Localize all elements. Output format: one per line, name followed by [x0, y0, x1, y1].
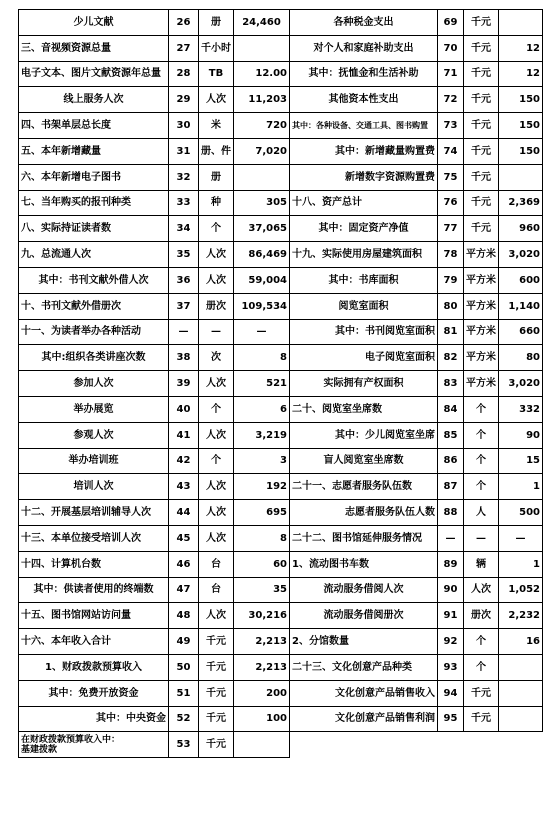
- item-value-right: [499, 10, 543, 36]
- item-unit: 种: [199, 190, 234, 216]
- item-unit: 人次: [199, 422, 234, 448]
- item-unit: 人次: [199, 242, 234, 268]
- item-value-right: 1,052: [499, 577, 543, 603]
- item-code-right: 83: [438, 371, 464, 397]
- table-row: [19, 371, 543, 397]
- item-unit-right: 平方米: [464, 267, 499, 293]
- item-code-right: 69: [438, 10, 464, 36]
- item-code: 33: [169, 190, 199, 216]
- item-label-right: 流动服务借阅册次: [290, 603, 438, 629]
- item-code: 37: [169, 293, 199, 319]
- item-value: 200: [234, 680, 290, 706]
- table-row: [19, 551, 543, 577]
- item-label: 六、本年新增电子图书: [19, 164, 169, 190]
- item-value: 60: [234, 551, 290, 577]
- item-code: 52: [169, 706, 199, 732]
- item-code-right: 71: [438, 61, 464, 87]
- item-label: 培训人次: [19, 474, 169, 500]
- item-code-right: 80: [438, 293, 464, 319]
- item-label: 十一、为读者举办各种活动: [19, 319, 169, 345]
- item-unit: 人次: [199, 474, 234, 500]
- item-unit: 人次: [199, 603, 234, 629]
- item-unit-right: 千元: [464, 164, 499, 190]
- table-row: [19, 500, 543, 526]
- item-code: 26: [169, 10, 199, 36]
- item-code: 53: [169, 732, 199, 758]
- item-label-right: 二十三、文化创意产品种类: [290, 654, 438, 680]
- item-value-right: [499, 164, 543, 190]
- item-code: 46: [169, 551, 199, 577]
- table-row: [19, 732, 543, 758]
- item-unit: 千元: [199, 732, 234, 758]
- item-code: 40: [169, 396, 199, 422]
- item-label: 少儿文献: [19, 10, 169, 36]
- item-unit-right: 千元: [464, 87, 499, 113]
- item-unit-right: 个: [464, 629, 499, 655]
- item-code-right: 85: [438, 422, 464, 448]
- item-label: 参加人次: [19, 371, 169, 397]
- item-label: 九、总流通人次: [19, 242, 169, 268]
- item-unit-right: 个: [464, 448, 499, 474]
- table-row: [19, 577, 543, 603]
- item-unit-right: —: [464, 525, 499, 551]
- item-unit-right: 个: [464, 474, 499, 500]
- item-value-right: 500: [499, 500, 543, 526]
- item-value-right: [499, 680, 543, 706]
- item-code-right: 81: [438, 319, 464, 345]
- item-label: 十、书刊文献外借册次: [19, 293, 169, 319]
- item-unit: TB: [199, 61, 234, 87]
- item-value-right: [499, 654, 543, 680]
- item-value-right: —: [499, 525, 543, 551]
- item-value: [234, 164, 290, 190]
- item-label: 三、音视频资源总量: [19, 35, 169, 61]
- item-value-right: 80: [499, 345, 543, 371]
- item-value: [234, 732, 290, 758]
- item-unit-right: 个: [464, 396, 499, 422]
- item-label-right: 二十二、图书馆延伸服务情况: [290, 525, 438, 551]
- item-code-right: 89: [438, 551, 464, 577]
- item-value-right: 960: [499, 216, 543, 242]
- item-code: 45: [169, 525, 199, 551]
- item-code-right: 70: [438, 35, 464, 61]
- item-label-right: 文化创意产品销售利润: [290, 706, 438, 732]
- item-value: 720: [234, 113, 290, 139]
- item-value: 695: [234, 500, 290, 526]
- item-label-right: 十八、资产总计: [290, 190, 438, 216]
- item-label-right: 2、分馆数量: [290, 629, 438, 655]
- item-value-right: 2,232: [499, 603, 543, 629]
- item-unit: 台: [199, 577, 234, 603]
- item-code-right: 75: [438, 164, 464, 190]
- item-label-right: 其中：各种设备、交通工具、图书购置: [290, 113, 438, 139]
- item-code-right: 74: [438, 138, 464, 164]
- item-code: 42: [169, 448, 199, 474]
- table-row: [19, 10, 543, 36]
- item-unit-right: 千元: [464, 138, 499, 164]
- item-code-right: 86: [438, 448, 464, 474]
- table-row: [19, 242, 543, 268]
- item-value: 35: [234, 577, 290, 603]
- item-value-right: 16: [499, 629, 543, 655]
- item-unit: 册、件: [199, 138, 234, 164]
- item-label: 1、财政拨款预算收入: [19, 654, 169, 680]
- item-label: 线上服务人次: [19, 87, 169, 113]
- table-row: [19, 629, 543, 655]
- item-value-right: 12: [499, 35, 543, 61]
- item-unit: 次: [199, 345, 234, 371]
- item-value-right: 2,369: [499, 190, 543, 216]
- item-unit-right: 千元: [464, 113, 499, 139]
- item-label-right: 其中：抚恤金和生活补助: [290, 61, 438, 87]
- table-row: [19, 35, 543, 61]
- item-unit: 册: [199, 10, 234, 36]
- item-unit-right: 人: [464, 500, 499, 526]
- item-label: 其中：中央资金: [19, 706, 169, 732]
- item-value-right: 150: [499, 87, 543, 113]
- item-label-right: 其中：少儿阅览室坐席: [290, 422, 438, 448]
- item-unit: —: [199, 319, 234, 345]
- item-code: 38: [169, 345, 199, 371]
- item-code: 30: [169, 113, 199, 139]
- table-row: [19, 706, 543, 732]
- item-unit-right: 千元: [464, 216, 499, 242]
- item-label: 其中:组织各类讲座次数: [19, 345, 169, 371]
- item-value: 59,004: [234, 267, 290, 293]
- table-row: [19, 113, 543, 139]
- item-unit-right: 千元: [464, 61, 499, 87]
- item-unit-right: 平方米: [464, 319, 499, 345]
- item-unit: 千元: [199, 706, 234, 732]
- item-unit-right: 平方米: [464, 242, 499, 268]
- item-unit-right: 平方米: [464, 293, 499, 319]
- item-label-right: 实际拥有产权面积: [290, 371, 438, 397]
- item-label-right: 二十、阅览室坐席数: [290, 396, 438, 422]
- item-value: 109,534: [234, 293, 290, 319]
- item-code: 51: [169, 680, 199, 706]
- item-unit: 米: [199, 113, 234, 139]
- item-label-right: 其中：固定资产净值: [290, 216, 438, 242]
- item-value-right: 150: [499, 138, 543, 164]
- item-code-right: 88: [438, 500, 464, 526]
- table-row: [19, 216, 543, 242]
- item-unit: 台: [199, 551, 234, 577]
- item-unit-right: 千元: [464, 680, 499, 706]
- item-code-right: 91: [438, 603, 464, 629]
- item-label: 其中：免费开放资金: [19, 680, 169, 706]
- item-code-right: 73: [438, 113, 464, 139]
- statistics-table: [18, 9, 543, 758]
- item-value: [234, 35, 290, 61]
- table-row: [19, 654, 543, 680]
- item-code-right: 77: [438, 216, 464, 242]
- table-row: [19, 422, 543, 448]
- item-code: 31: [169, 138, 199, 164]
- item-code-right: 78: [438, 242, 464, 268]
- item-value-right: 600: [499, 267, 543, 293]
- item-unit: 千元: [199, 680, 234, 706]
- item-value: —: [234, 319, 290, 345]
- item-label: 七、当年购买的报刊种类: [19, 190, 169, 216]
- item-label: 四、书架单层总长度: [19, 113, 169, 139]
- item-value-right: 12: [499, 61, 543, 87]
- item-value: 3,219: [234, 422, 290, 448]
- item-label-right: 各种税金支出: [290, 10, 438, 36]
- item-unit-right: 平方米: [464, 345, 499, 371]
- item-value: 8: [234, 345, 290, 371]
- item-label-right: 阅览室面积: [290, 293, 438, 319]
- item-label-right: 其中：书库面积: [290, 267, 438, 293]
- item-label: 举办培训班: [19, 448, 169, 474]
- item-unit-right: 平方米: [464, 371, 499, 397]
- item-code: 39: [169, 371, 199, 397]
- item-value: 30,216: [234, 603, 290, 629]
- item-value-right: 150: [499, 113, 543, 139]
- item-value: 192: [234, 474, 290, 500]
- item-value: 7,020: [234, 138, 290, 164]
- item-label: 其中：供读者使用的终端数: [19, 577, 169, 603]
- item-value: 2,213: [234, 629, 290, 655]
- table-row: [19, 164, 543, 190]
- item-unit-right: 千元: [464, 706, 499, 732]
- item-label-right: 其他资本性支出: [290, 87, 438, 113]
- item-unit: 千元: [199, 654, 234, 680]
- item-label: 十二、开展基层培训辅导人次: [19, 500, 169, 526]
- item-code: 27: [169, 35, 199, 61]
- item-unit-right: 册次: [464, 603, 499, 629]
- item-unit: 千元: [199, 629, 234, 655]
- item-label: 其中：书刊文献外借人次: [19, 267, 169, 293]
- item-code-right: 84: [438, 396, 464, 422]
- item-value-right: 3,020: [499, 371, 543, 397]
- item-value: 2,213: [234, 654, 290, 680]
- item-unit-right: 人次: [464, 577, 499, 603]
- table-row: [19, 448, 543, 474]
- table-row: [19, 680, 543, 706]
- item-code-right: 79: [438, 267, 464, 293]
- item-code: 34: [169, 216, 199, 242]
- item-label-right: 流动服务借阅人次: [290, 577, 438, 603]
- item-code: 48: [169, 603, 199, 629]
- item-unit: 人次: [199, 371, 234, 397]
- item-code: 28: [169, 61, 199, 87]
- item-value: 305: [234, 190, 290, 216]
- table-row: [19, 190, 543, 216]
- item-code-right: 90: [438, 577, 464, 603]
- empty-cell: [290, 732, 543, 758]
- item-code-right: —: [438, 525, 464, 551]
- item-label: 参观人次: [19, 422, 169, 448]
- item-label-right: 1、流动图书车数: [290, 551, 438, 577]
- table-row: [19, 61, 543, 87]
- item-code: 50: [169, 654, 199, 680]
- item-label: 五、本年新增藏量: [19, 138, 169, 164]
- item-label-right: 二十一、志愿者服务队伍数: [290, 474, 438, 500]
- table-row: [19, 293, 543, 319]
- table-row: [19, 87, 543, 113]
- table-row: [19, 474, 543, 500]
- item-label: 电子文本、图片文献资源年总量: [19, 61, 169, 87]
- item-value: 12.00: [234, 61, 290, 87]
- item-value-right: 90: [499, 422, 543, 448]
- item-value: 11,203: [234, 87, 290, 113]
- item-value: 86,469: [234, 242, 290, 268]
- item-label-right: 对个人和家庭补助支出: [290, 35, 438, 61]
- item-unit: 个: [199, 216, 234, 242]
- item-code-right: 94: [438, 680, 464, 706]
- item-value: 521: [234, 371, 290, 397]
- item-unit: 册次: [199, 293, 234, 319]
- item-unit: 千小时: [199, 35, 234, 61]
- item-code-right: 82: [438, 345, 464, 371]
- item-code-right: 92: [438, 629, 464, 655]
- item-label-right: 文化创意产品销售收入: [290, 680, 438, 706]
- item-unit: 个: [199, 396, 234, 422]
- item-value-right: 15: [499, 448, 543, 474]
- statistics-table-body: [19, 10, 543, 758]
- table-row: [19, 603, 543, 629]
- item-value-right: 660: [499, 319, 543, 345]
- item-label: 八、实际持证读者数: [19, 216, 169, 242]
- item-unit-right: 个: [464, 654, 499, 680]
- item-value: 24,460: [234, 10, 290, 36]
- item-value: 100: [234, 706, 290, 732]
- item-code: —: [169, 319, 199, 345]
- item-value-right: 332: [499, 396, 543, 422]
- item-value-right: 1,140: [499, 293, 543, 319]
- item-code: 47: [169, 577, 199, 603]
- item-value: 3: [234, 448, 290, 474]
- item-label-right: 新增数字资源购置费: [290, 164, 438, 190]
- item-label: 举办展览: [19, 396, 169, 422]
- item-code: 43: [169, 474, 199, 500]
- item-value: 8: [234, 525, 290, 551]
- item-code: 44: [169, 500, 199, 526]
- item-value-right: [499, 706, 543, 732]
- item-unit: 人次: [199, 87, 234, 113]
- item-label-right: 其中：新增藏量购置费: [290, 138, 438, 164]
- item-label-right: 其中：书刊阅览室面积: [290, 319, 438, 345]
- item-unit-right: 千元: [464, 10, 499, 36]
- item-value: 6: [234, 396, 290, 422]
- item-unit-right: 千元: [464, 35, 499, 61]
- item-label: 十六、本年收入合计: [19, 629, 169, 655]
- table-row: [19, 319, 543, 345]
- item-value: 37,065: [234, 216, 290, 242]
- item-code-right: 72: [438, 87, 464, 113]
- item-unit: 册: [199, 164, 234, 190]
- item-label-right: 盲人阅览室坐席数: [290, 448, 438, 474]
- item-value-right: 3,020: [499, 242, 543, 268]
- item-unit: 人次: [199, 500, 234, 526]
- item-label-right: 志愿者服务队伍人数: [290, 500, 438, 526]
- table-row: [19, 267, 543, 293]
- item-code: 32: [169, 164, 199, 190]
- item-value-right: 1: [499, 551, 543, 577]
- item-label-right: 十九、实际使用房屋建筑面积: [290, 242, 438, 268]
- item-code: 49: [169, 629, 199, 655]
- table-row: [19, 396, 543, 422]
- table-row: [19, 525, 543, 551]
- item-unit-right: 千元: [464, 190, 499, 216]
- item-code: 29: [169, 87, 199, 113]
- item-code: 35: [169, 242, 199, 268]
- item-unit-right: 个: [464, 422, 499, 448]
- table-row: [19, 138, 543, 164]
- item-code-right: 93: [438, 654, 464, 680]
- table-row: [19, 345, 543, 371]
- item-value-right: 1: [499, 474, 543, 500]
- item-unit: 人次: [199, 525, 234, 551]
- item-unit: 个: [199, 448, 234, 474]
- item-label: 十四、计算机台数: [19, 551, 169, 577]
- item-unit: 人次: [199, 267, 234, 293]
- item-label-right: 电子阅览室面积: [290, 345, 438, 371]
- item-code-right: 95: [438, 706, 464, 732]
- item-code: 41: [169, 422, 199, 448]
- item-code: 36: [169, 267, 199, 293]
- item-label: 十三、本单位接受培训人次: [19, 525, 169, 551]
- item-code-right: 76: [438, 190, 464, 216]
- item-unit-right: 辆: [464, 551, 499, 577]
- item-code-right: 87: [438, 474, 464, 500]
- item-label: 十五、图书馆网站访问量: [19, 603, 169, 629]
- item-label: 在财政拨款预算收入中： 基建拨款: [19, 732, 169, 758]
